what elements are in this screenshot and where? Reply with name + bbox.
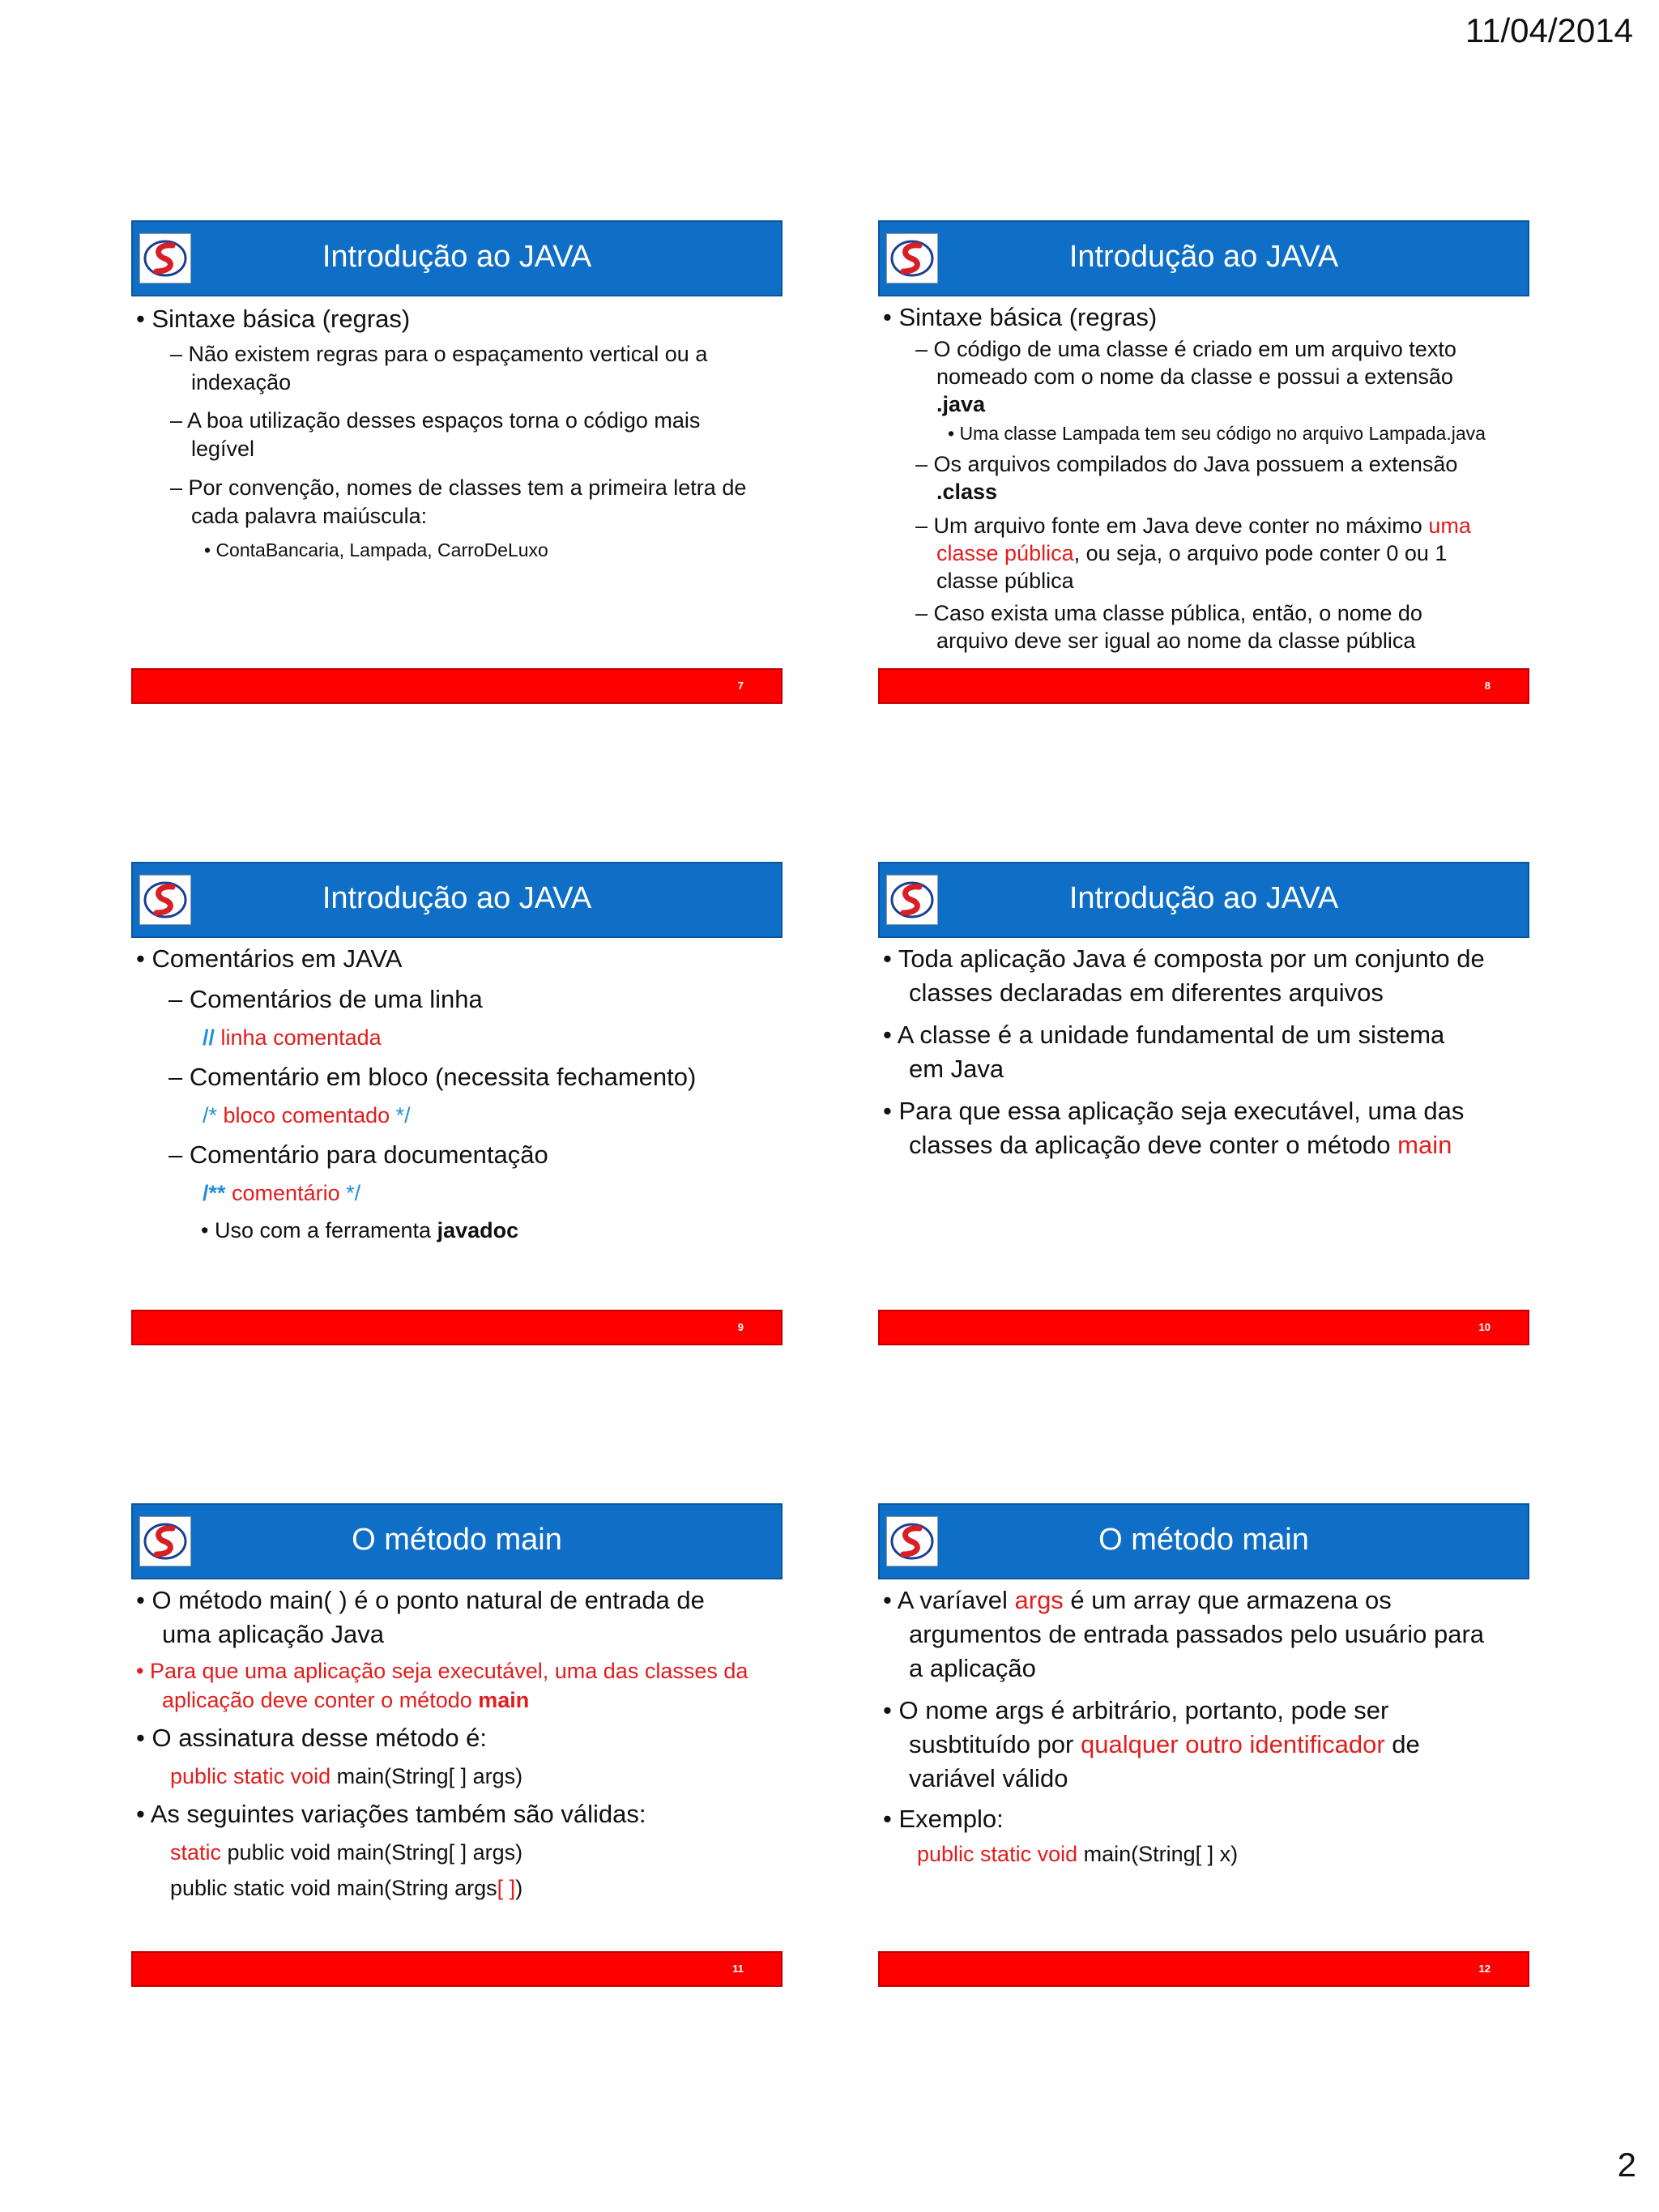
slide-footer: [878, 668, 1529, 704]
slide-footer: [131, 1310, 783, 1345]
slide-header: [131, 220, 783, 296]
slide-9: [131, 862, 783, 1349]
slide-footer: [878, 1951, 1529, 1987]
bullet-line: • A varíavel args é um array que armazena os: [883, 1586, 1392, 1614]
bullet-line: uma aplicação Java: [162, 1620, 384, 1648]
bullet-line: • Sintaxe básica (regras): [136, 305, 411, 333]
slide-number: 12: [1478, 1963, 1491, 1975]
bullet-line: • Comentários em JAVA: [136, 944, 403, 973]
bullet-line: • Para que uma aplicação seja executável, uma das classes da: [136, 1659, 748, 1683]
slide-footer: [878, 1310, 1529, 1345]
bullet-line: – Um arquivo fonte em Java deve conter no máximo uma: [915, 514, 1471, 538]
bullet-line: • O assinatura desse método é:: [136, 1724, 488, 1752]
slide-8: [878, 220, 1529, 708]
slide-body: [878, 938, 1529, 1317]
bullet-line: a aplicação: [909, 1654, 1036, 1682]
bullet-line: // linha comentada: [203, 1025, 382, 1050]
slide-12: [878, 1503, 1529, 1991]
page-date: 11/04/2014: [1465, 11, 1633, 49]
bullet-line: indexação: [191, 370, 292, 394]
bullet-line: – Não existem regras para o espaçamento vertical ou a: [170, 342, 708, 366]
slide-body: [878, 1579, 1529, 1958]
slide-7: [131, 220, 783, 708]
slide-title: O método main: [1098, 1523, 1309, 1557]
bullet-line: • O método main( ) é o ponto natural de entrada de: [136, 1586, 705, 1614]
slide-body: [131, 1579, 783, 1958]
bullet-line: public static void main(String[ ] args): [170, 1764, 523, 1788]
slide-body: [131, 296, 783, 676]
bullet-line: • A classe é a unidade fundamental de um sistema: [883, 1021, 1445, 1049]
slide-header: [878, 1503, 1529, 1579]
bullet-line: • Toda aplicação Java é composta por um conjunto de: [883, 944, 1485, 973]
bullet-line: • As seguintes variações também são válidas:: [136, 1800, 646, 1828]
slide-body: [131, 938, 783, 1317]
bullet-line: – Comentário em bloco (necessita fechamento): [168, 1063, 697, 1091]
page-number: 2: [1617, 2146, 1636, 2184]
slide-number: 7: [737, 680, 744, 692]
slide-title: O método main: [352, 1523, 562, 1557]
bullet-line: – Por convenção, nomes de classes tem a primeira letra de: [170, 475, 747, 500]
bullet-line: argumentos de entrada passados pelo usuário para: [909, 1620, 1485, 1648]
bullet-line: • Para que essa aplicação seja executável, uma das: [883, 1097, 1465, 1125]
slide-header: [131, 862, 783, 938]
bullet-line: legível: [191, 437, 255, 461]
bullet-line: – Comentários de uma linha: [168, 985, 483, 1013]
slide-number: 9: [737, 1321, 744, 1333]
bullet-line: – Os arquivos compilados do Java possuem a extensão: [915, 452, 1458, 476]
bullet-line: static public void main(String[ ] args): [170, 1840, 523, 1865]
bullet-line: nomeado com o nome da classe e possui a extensão: [936, 364, 1453, 389]
bullet-line: • O nome args é arbitrário, portanto, pode ser: [883, 1696, 1389, 1724]
slide-header: [878, 220, 1529, 296]
bullet-line: classes declaradas em diferentes arquivos: [909, 978, 1384, 1007]
bullet-line: /* bloco comentado */: [203, 1103, 411, 1127]
bullet-line: /** comentário */: [203, 1181, 361, 1205]
slide-body: [878, 296, 1529, 676]
slide-footer: [131, 668, 783, 704]
bullet-line: • Uso com a ferramenta javadoc: [201, 1218, 519, 1242]
slide-number: 11: [732, 1963, 744, 1975]
slide-10: [878, 862, 1529, 1349]
bullet-line: • Exemplo:: [883, 1805, 1004, 1833]
slide-title: Introdução ao JAVA: [322, 240, 592, 274]
slide-11: [131, 1503, 783, 1991]
bullet-line: • Sintaxe básica (regras): [883, 303, 1158, 331]
bullet-line: .class: [936, 479, 998, 504]
slide-number: 10: [1478, 1321, 1491, 1333]
bullet-line: – Caso exista uma classe pública, então, o nome do: [915, 601, 1422, 625]
bullet-line: – Comentário para documentação: [168, 1140, 548, 1169]
bullet-line: arquivo deve ser igual ao nome da classe pública: [936, 629, 1416, 653]
slide-title: Introdução ao JAVA: [322, 881, 592, 915]
bullet-line: susbtituído por qualquer outro identificador de: [909, 1730, 1420, 1758]
slide-header: [878, 862, 1529, 938]
bullet-line: • ContaBancaria, Lampada, CarroDeLuxo: [204, 539, 548, 560]
bullet-line: classes da aplicação deve conter o método main: [909, 1131, 1452, 1159]
slide-title: Introdução ao JAVA: [1068, 240, 1339, 274]
slide-title: Introdução ao JAVA: [1068, 881, 1339, 915]
slide-number: 8: [1484, 680, 1491, 692]
bullet-line: – A boa utilização desses espaços torna o código mais: [170, 408, 701, 433]
bullet-line: classe pública, ou seja, o arquivo pode conter 0 ou 1: [936, 541, 1448, 565]
bullet-line: classe pública: [936, 569, 1074, 593]
bullet-line: – O código de uma classe é criado em um arquivo texto: [915, 337, 1456, 361]
slide-footer: [131, 1951, 783, 1987]
bullet-line: aplicação deve conter o método main: [162, 1688, 530, 1712]
bullet-line: .java: [936, 392, 986, 416]
slide-header: [131, 1503, 783, 1579]
bullet-line: • Uma classe Lampada tem seu código no arquivo Lampada.java: [948, 423, 1486, 444]
bullet-line: variável válido: [909, 1764, 1068, 1792]
bullet-line: em Java: [909, 1055, 1004, 1083]
bullet-line: public static void main(String[ ] x): [917, 1842, 1239, 1866]
bullet-line: public static void main(String args[ ]): [170, 1876, 523, 1900]
bullet-line: cada palavra maiúscula:: [191, 504, 428, 528]
